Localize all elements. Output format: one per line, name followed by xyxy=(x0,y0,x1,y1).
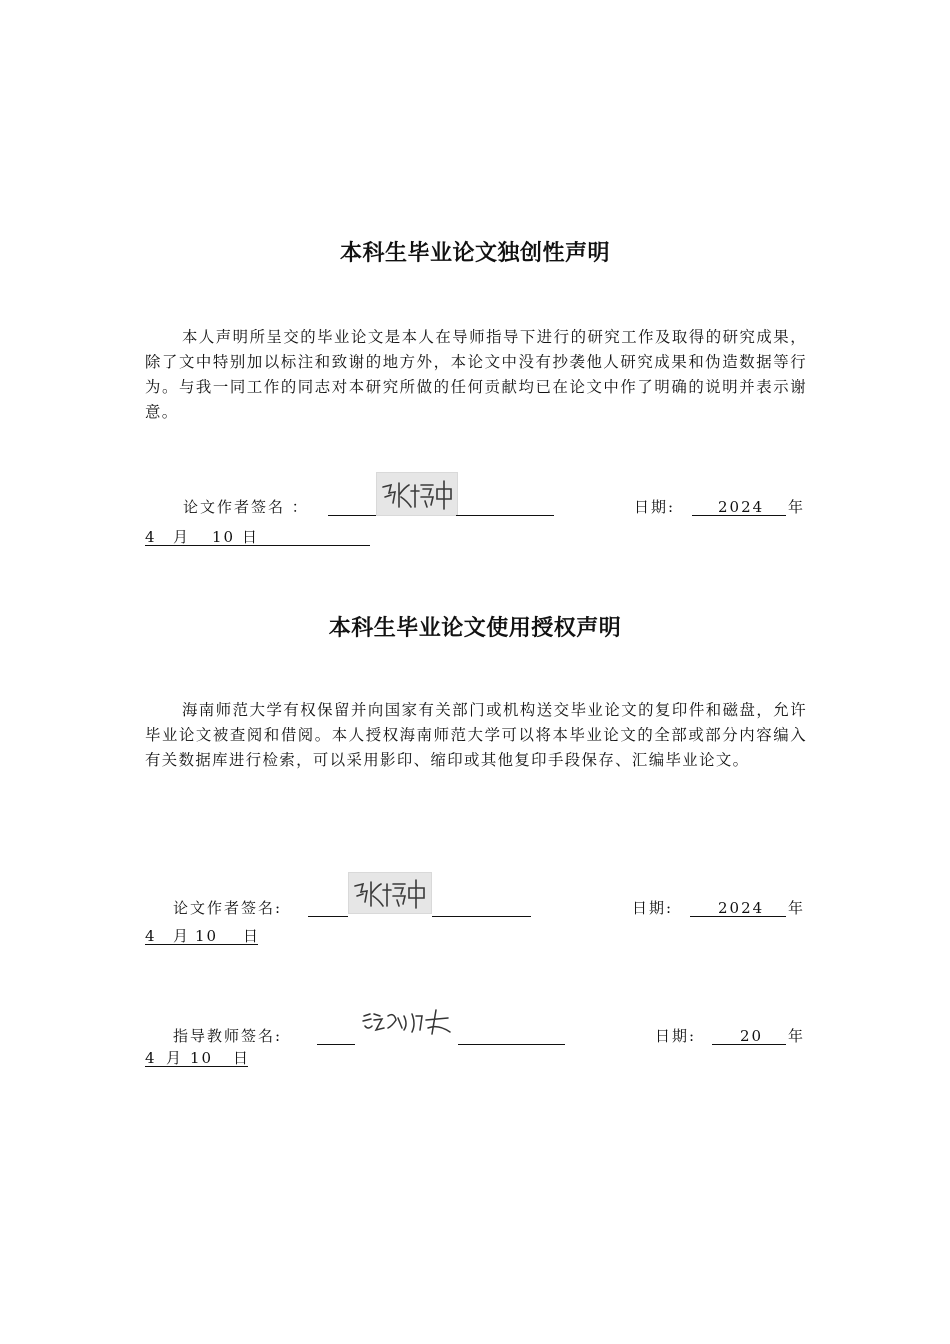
advisor-date-day: 10 xyxy=(190,1049,214,1067)
author-sign-label-1: 论文作者签名 ： xyxy=(183,498,309,516)
advisor-signature-line-left xyxy=(317,1044,355,1045)
authorization-declaration-body: 海南师范大学有权保留并向国家有关部门或机构送交毕业论文的复印件和磁盘，允许毕业论文被查阅和借阅。本人授权海南师范大学可以将本毕业论文的全部或部分内容编入有关数据库进行检索，可以采用影印、缩印或其他复印手段保存、汇编毕业论文。 xyxy=(145,701,807,769)
signature-line-right-1 xyxy=(456,515,554,516)
advisor-date-day-unit: 日 xyxy=(233,1049,251,1067)
signature-line-left-2 xyxy=(308,916,348,917)
date-month-unit-1: 月 xyxy=(173,528,191,546)
signature-line-left-1 xyxy=(328,515,376,516)
date-label-2: 日期: xyxy=(632,899,674,917)
date-day-1: 10 xyxy=(212,528,236,546)
author-sign-label-2: 论文作者签名: xyxy=(173,899,283,917)
handwritten-signature-icon xyxy=(349,873,431,913)
handwritten-signature-icon xyxy=(377,473,457,515)
date-month-2: 4 xyxy=(145,927,157,945)
handwritten-signature-icon xyxy=(358,1006,454,1038)
advisor-sign-label: 指导教师签名: xyxy=(173,1027,283,1045)
date-label-1: 日期: xyxy=(634,498,676,516)
advisor-date-label: 日期: xyxy=(655,1027,697,1045)
advisor-signature xyxy=(358,1006,454,1038)
date-year-1: 2024 xyxy=(718,498,765,516)
advisor-date-month-unit: 月 xyxy=(166,1049,184,1067)
originality-declaration-body: 本人声明所呈交的毕业论文是本人在导师指导下进行的研究工作及取得的研究成果，除了文中特别加以标注和致谢的地方外，本论文中没有抄袭他人研究成果和伪造数据等行为。与我一同工作的同志对本研究所做的任何贡献均已在论文中作了明确的说明并表示谢意。 xyxy=(145,328,807,421)
advisor-date-year: 20 xyxy=(740,1027,764,1045)
date-day-2: 10 xyxy=(195,927,219,945)
advisor-date-year-unit: 年 xyxy=(788,1027,806,1045)
date-month-1: 4 xyxy=(145,528,157,546)
author-signature-2 xyxy=(348,872,432,914)
date-day-unit-1: 日 xyxy=(242,528,260,546)
originality-declaration-title: 本科生毕业论文独创性声明 xyxy=(339,241,610,266)
advisor-signature-line-right xyxy=(458,1044,565,1045)
date-year-2: 2024 xyxy=(718,899,765,917)
signature-line-right-2 xyxy=(432,916,531,917)
advisor-date-month: 4 xyxy=(145,1049,157,1067)
author-signature-1 xyxy=(376,472,458,516)
date-month-unit-2: 月 xyxy=(173,927,191,945)
date-year-unit-2: 年 xyxy=(788,899,806,917)
date-day-unit-2: 日 xyxy=(243,927,261,945)
authorization-declaration-title: 本科生毕业论文使用授权声明 xyxy=(328,616,622,641)
date-year-unit-1: 年 xyxy=(788,498,806,516)
